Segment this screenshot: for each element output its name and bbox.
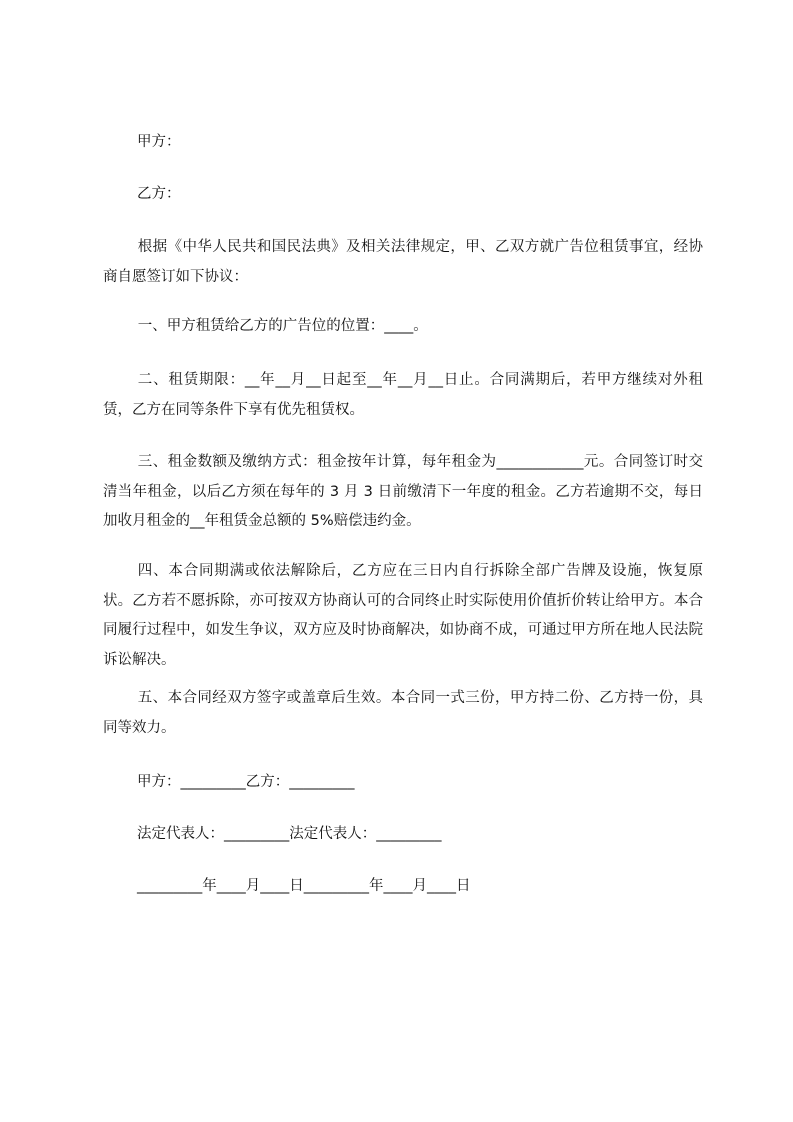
- clause-5: 五、本合同经双方签字或盖章后生效。本合同一式三份，甲方持二份、乙方持一份，具同等效力。: [103, 690, 703, 736]
- party-a-header: 甲方：: [137, 134, 181, 150]
- clause-2: 二、租赁期限：__年__月__日起至__年__月__日止。合同满期后，若甲方继续对外租赁，乙方在同等条件下享有优先租赁权。: [103, 372, 703, 418]
- signature-date-line: _________年____月____日_________年____月____日: [137, 878, 471, 894]
- clause-1: 一、甲方租赁给乙方的广告位的位置：____。: [137, 318, 428, 334]
- signature-parties-line: 甲方：_________乙方：_________: [137, 774, 355, 790]
- clause-3: 三、租金数额及缴纳方式：租金按年计算，每年租金为____________元。合同签订时交清当年租金，以后乙方须在每年的 3 月 3 日前缴清下一年度的租金。乙方若逾期不交，每日加收月租金的__年租赁金总额的 5%赔偿违约金。: [103, 454, 703, 529]
- signature-representatives-line: 法定代表人：_________法定代表人：_________: [137, 826, 442, 842]
- party-b-header: 乙方：: [137, 186, 181, 202]
- preamble-paragraph: 根据《中华人民共和国民法典》及相关法律规定，甲、乙双方就广告位租赁事宜，经协商自愿签订如下协议：: [103, 239, 703, 285]
- clause-4: 四、本合同期满或依法解除后，乙方应在三日内自行拆除全部广告牌及设施，恢复原状。乙方若不愿拆除，亦可按双方协商认可的合同终止时实际使用价值折价转让给甲方。本合同履行过程中，如发生争议，双方应及时协商解决，如协商不成，可通过甲方所在地人民法院诉讼解决。: [103, 563, 703, 668]
